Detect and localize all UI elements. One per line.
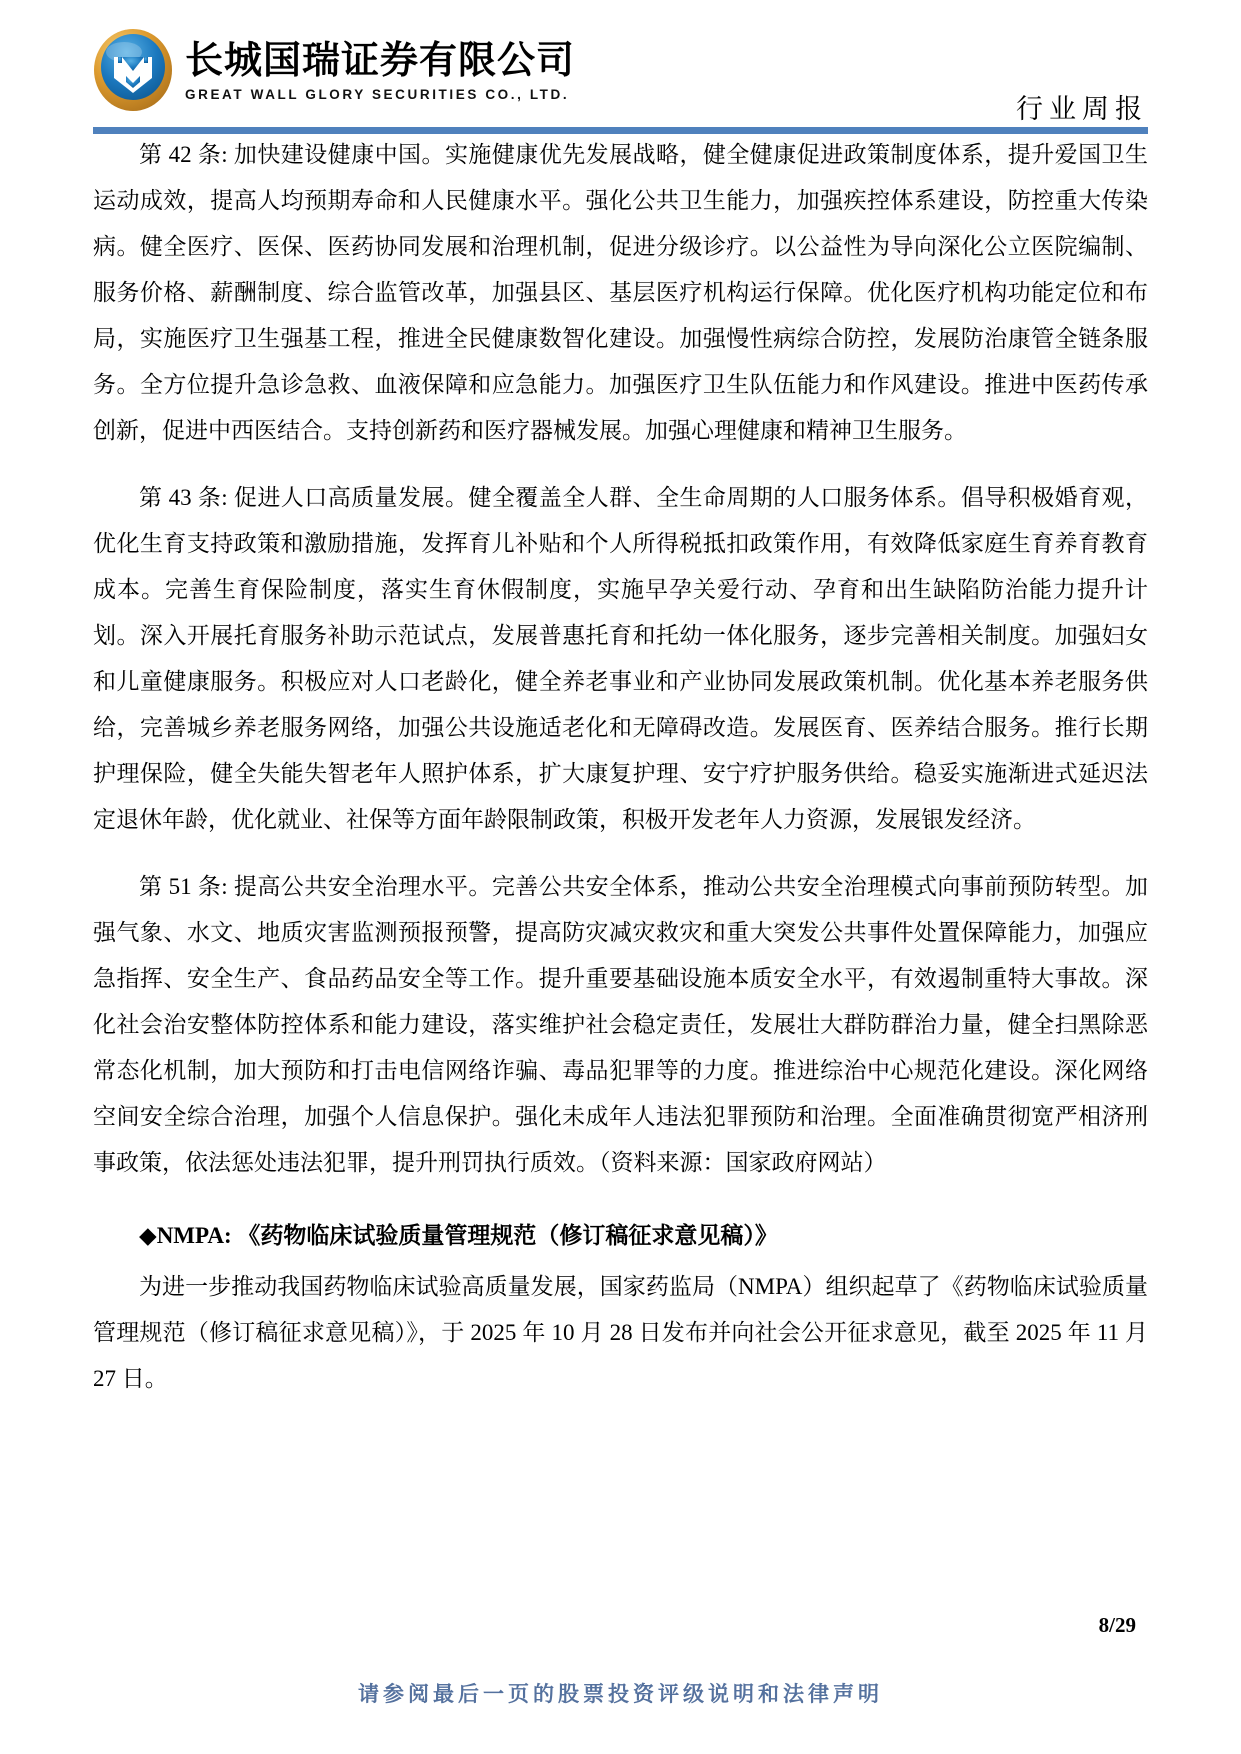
footer-disclaimer: 请参阅最后一页的股票投资评级说明和法律声明 bbox=[358, 1682, 883, 1706]
page-header bbox=[93, 28, 1148, 126]
paragraph-nmpa: 为进一步推动我国药物临床试验高质量发展，国家药监局（NMPA）组织起草了《药物临床试验质量管理规范（修订稿征求意见稿）》，于 2025 年 10 月 28 日发布并向社会公开征求意见，截至 2025 年 11 月 27 日。 bbox=[93, 1274, 1148, 1391]
paragraph-article-43: 第 43 条: 促进人口高质量发展。健全覆盖全人群、全生命周期的人口服务体系。倡导积极婚育观，优化生育支持政策和激励措施，发挥育儿补贴和个人所得税抵扣政策作用，有效降低家庭生育养育教育成本。完善生育保险制度，落实生育休假制度，实施早孕关爱行动、孕育和出生缺陷防治能力提升计划。深入开展托育服务补助示范试点，发展普惠托育和托幼一体化服务，逐步完善相关制度。加强妇女和儿童健康服务。积极应对人口老龄化，健全养老事业和产业协同发展政策机制。优化基本养老服务供给，完善城乡养老服务网络，加强公共设施适老化和无障碍改造。发展医育、医养结合服务。推行长期护理保险，健全失能失智老年人照护体系，扩大康复护理、安宁疗护服务供给。稳妥实施渐进式延迟法定退休年龄，优化就业、社保等方面年龄限制政策，积极开发老年人力资源，发展银发经济。 bbox=[93, 485, 1148, 832]
page-footer bbox=[0, 1678, 1241, 1708]
report-body bbox=[93, 132, 1148, 1402]
page-number: 8/29 bbox=[1098, 1613, 1136, 1637]
paragraph-article-51: 第 51 条: 提高公共安全治理水平。完善公共安全体系，推动公共安全治理模式向事前预防转型。加强气象、水文、地质灾害监测预报预警，提高防灾减灾救灾和重大突发公共事件处置保障能力，加强应急指挥、安全生产、食品药品安全等工作。提升重要基础设施本质安全水平，有效遏制重特大事故。深化社会治安整体防控体系和能力建设，落实维护社会稳定责任，发展壮大群防群治力量，健全扫黑除恶常态化机制，加大预防和打击电信网络诈骗、毒品犯罪等的力度。推进综治中心规范化建设。深化网络空间安全综合治理，加强个人信息保护。强化未成年人违法犯罪预防和治理。全面准确贯彻宽严相济刑事政策，依法惩处违法犯罪，提升刑罚执行质效。（资料来源：国家政府网站） bbox=[93, 874, 1148, 1175]
nmpa-section-heading: ◆NMPA: 《药物临床试验质量管理规范（修订稿征求意见稿）》 bbox=[139, 1223, 778, 1248]
company-brand bbox=[93, 28, 575, 112]
company-name-cn: 长城国瑞证券有限公司 bbox=[185, 39, 576, 82]
report-type-label: 行业周报 bbox=[1016, 94, 1148, 124]
company-name-block bbox=[185, 39, 575, 102]
company-name-en: GREAT WALL GLORY SECURITIES CO., LTD. bbox=[185, 86, 570, 102]
paragraph-article-42: 第 42 条: 加快建设健康中国。实施健康优先发展战略，健全健康促进政策制度体系，提升爱国卫生运动成效，提高人均预期寿命和人民健康水平。强化公共卫生能力，加强疾控体系建设，防控重大传染病。健全医疗、医保、医药协同发展和治理机制，促进分级诊疗。以公益性为导向深化公立医院编制、服务价格、薪酬制度、综合监管改革，加强县区、基层医疗机构运行保障。优化医疗机构功能定位和布局，实施医疗卫生强基工程，推进全民健康数智化建设。加强慢性病综合防控，发展防治康管全链条服务。全方位提升急诊急救、血液保障和应急能力。加强医疗卫生队伍能力和作风建设。推进中医药传承创新，促进中西医结合。支持创新药和医疗器械发展。加强心理健康和精神卫生服务。 bbox=[93, 142, 1148, 443]
company-logo-icon bbox=[93, 28, 173, 112]
